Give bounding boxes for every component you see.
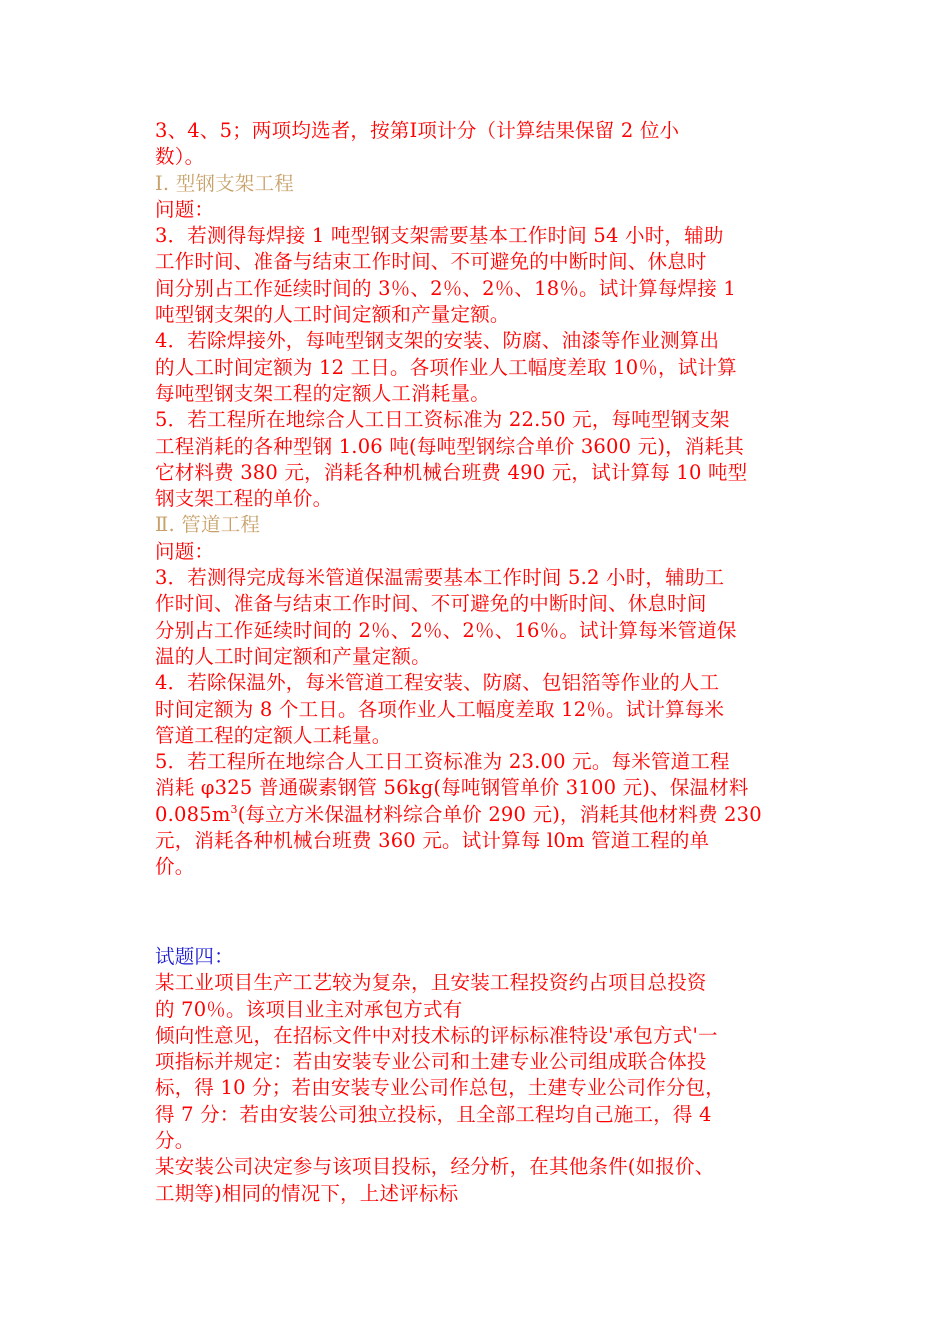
body-line: 吨型钢支架的人工时间定额和产量定额。: [155, 303, 510, 327]
body-line: 作时间、准备与结束工作时间、不可避免的中断时间、休息时间: [155, 592, 707, 616]
question-title: 试题四：: [155, 945, 234, 968]
superscript-trailing-text: (每立方米保温材料综合单价 290 元)，消耗其他材料费 230: [237, 802, 762, 826]
body-line: 元，消耗各种机械台班费 360 元。试计算每 l0m 管道工程的单: [155, 829, 710, 853]
section-heading: I. 型钢支架工程: [155, 171, 294, 195]
body-line: 工期等)相同的情况下，上述评标标: [155, 1181, 459, 1205]
body-line: 5．若工程所在地综合人工日工资标准为 22.50 元，每吨型钢支架: [155, 408, 730, 432]
body-line: 5．若工程所在地综合人工日工资标准为 23.00 元。每米管道工程: [155, 750, 730, 774]
body-line: 的 70％。该项目业主对承包方式有: [155, 997, 463, 1021]
exam-section-three: [155, 118, 795, 881]
body-line: 温的人工时间定额和产量定额。: [155, 644, 431, 668]
body-line: 消耗 φ325 普通碳素钢管 56kg(每吨钢管单价 3100 元)、保温材料: [155, 776, 749, 800]
body-line: 3．若测得完成每米管道保温需要基本工作时间 5.2 小时，辅助工: [155, 566, 725, 590]
body-line: 钢支架工程的单价。: [155, 487, 333, 511]
superscript-cube: 3: [230, 802, 238, 816]
section-heading: Ⅱ. 管道工程: [155, 513, 261, 537]
body-line: 3．若测得每焊接 1 吨型钢支架需要基本工作时间 54 小时，辅助: [155, 224, 724, 248]
body-line: 标，得 10 分；若由安装专业公司作总包，土建专业公司作分包，: [155, 1076, 725, 1100]
body-line: 项指标并规定：若由安装专业公司和土建专业公司组成联合体投: [155, 1050, 707, 1074]
body-line: 工作时间、准备与结束工作时间、不可避免的中断时间、休息时: [155, 250, 707, 274]
body-line-with-superscript: [155, 802, 795, 828]
body-line: 管道工程的定额人工耗量。: [155, 723, 392, 747]
body-line: 得 7 分：若由安装公司独立投标，且全部工程均自己施工，得 4: [155, 1102, 712, 1126]
body-line: 的人工时间定额为 12 工日。各项作业人工幅度差取 10％，试计算: [155, 355, 737, 379]
body-line: 某安装公司决定参与该项目投标，经分析，在其他条件(如报价、: [155, 1155, 715, 1179]
body-line: 价。: [155, 855, 195, 879]
body-line: 它材料费 380 元，消耗各种机械台班费 490 元，试计算每 10 吨型: [155, 460, 748, 484]
superscript-base-text: 0.085m: [155, 802, 231, 826]
intro-line: 数）。: [155, 145, 205, 169]
body-line: 4．若除保温外，每米管道工程安装、防腐、包铝箔等作业的人工: [155, 671, 720, 695]
question-label: 问题：: [155, 197, 215, 221]
body-line: 工程消耗的各种型钢 1.06 吨(每吨型钢综合单价 3600 元)，消耗其: [155, 434, 744, 458]
body-line: 间分别占工作延续时间的 3％、2％、2％、18％。试计算每焊接 1: [155, 276, 736, 300]
intro-line: 3、4、5；两项均选者，按第Ⅰ项计分（计算结果保留 2 位小: [155, 119, 680, 142]
body-line: 某工业项目生产工艺较为复杂，且安装工程投资约占项目总投资: [155, 971, 707, 995]
body-line: 4．若除焊接外，每吨型钢支架的安装、防腐、油漆等作业测算出: [155, 329, 720, 353]
body-line: 分。: [155, 1129, 195, 1153]
body-line: 时间定额为 8 个工日。各项作业人工幅度差取 12％。试计算每米: [155, 697, 725, 721]
question-label: 问题：: [155, 539, 215, 563]
exam-question-four: [155, 944, 795, 1207]
body-line: 分别占工作延续时间的 2％、2％、2％、16％。试计算每米管道保: [155, 618, 737, 642]
body-line: 每吨型钢支架工程的定额人工消耗量。: [155, 381, 490, 405]
body-line: 倾向性意见，在招标文件中对技术标的评标标准特设'承包方式'一: [155, 1023, 718, 1047]
